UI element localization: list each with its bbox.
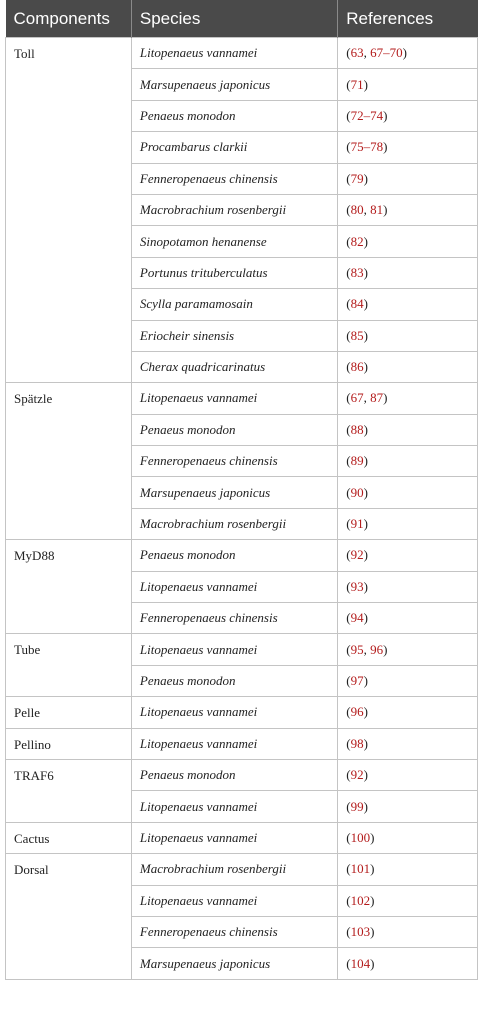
reference-link[interactable]: 92: [350, 547, 364, 563]
header-references: References: [338, 0, 478, 38]
table-row: [6, 854, 478, 885]
reference-link[interactable]: 80: [350, 202, 364, 218]
reference-link[interactable]: 102: [350, 892, 371, 908]
species-cell: Sinopotamon henanense: [131, 226, 337, 257]
reference-link[interactable]: 101: [350, 861, 371, 877]
table-body: [6, 38, 478, 980]
reference-link[interactable]: 82: [350, 233, 364, 249]
species-cell: Procambarus clarkii: [131, 132, 337, 163]
species-cell: Fenneropenaeus chinensis: [131, 446, 337, 477]
species-cell: Fenneropenaeus chinensis: [131, 603, 337, 634]
reference-link[interactable]: 100: [350, 829, 371, 845]
reference-link[interactable]: 97: [350, 673, 364, 688]
species-cell: Fenneropenaeus chinensis: [131, 916, 337, 947]
species-cell: Penaeus monodon: [131, 414, 337, 445]
table-row: [6, 728, 478, 759]
table-row: [6, 759, 478, 790]
references-cell: (75–78): [338, 132, 478, 163]
species-cell: Marsupenaeus japonicus: [131, 477, 337, 508]
species-cell: Penaeus monodon: [131, 759, 337, 790]
table-row: [6, 540, 478, 571]
reference-link[interactable]: 71: [350, 76, 364, 92]
reference-link[interactable]: 79: [350, 170, 364, 186]
species-cell: Macrobrachium rosenbergii: [131, 854, 337, 885]
component-cell: TRAF6: [6, 759, 132, 822]
reference-link[interactable]: 89: [350, 453, 364, 469]
references-cell: (83): [338, 257, 478, 288]
table-row: [6, 383, 478, 414]
species-cell: Litopenaeus vannamei: [131, 822, 337, 853]
reference-link[interactable]: 94: [350, 610, 364, 626]
species-cell: Litopenaeus vannamei: [131, 571, 337, 602]
table-row: [6, 38, 478, 69]
component-cell: Cactus: [6, 822, 132, 853]
header-components: Components: [6, 0, 132, 38]
references-cell: (86): [338, 351, 478, 382]
species-cell: Fenneropenaeus chinensis: [131, 163, 337, 194]
species-cell: Scylla paramamosain: [131, 289, 337, 320]
species-cell: Litopenaeus vannamei: [131, 885, 337, 916]
reference-link[interactable]: 67–70: [370, 45, 403, 61]
reference-link[interactable]: 92: [350, 767, 364, 783]
references-cell: (67, 87): [338, 383, 478, 414]
references-cell: (80, 81): [338, 194, 478, 225]
components-table: [5, 0, 478, 980]
references-cell: (84): [338, 289, 478, 320]
reference-link[interactable]: 87: [370, 390, 384, 406]
table-row: [6, 634, 478, 665]
references-cell: (82): [338, 226, 478, 257]
component-cell: Spätzle: [6, 383, 132, 540]
species-cell: Litopenaeus vannamei: [131, 791, 337, 822]
reference-link[interactable]: 99: [350, 798, 364, 814]
references-cell: (89): [338, 446, 478, 477]
species-cell: Litopenaeus vannamei: [131, 634, 337, 665]
table-row: [6, 697, 478, 728]
component-cell: Toll: [6, 38, 132, 383]
species-cell: Macrobrachium rosenbergii: [131, 508, 337, 539]
species-cell: Litopenaeus vannamei: [131, 38, 337, 69]
references-cell: (91): [338, 508, 478, 539]
header-species: Species: [131, 0, 337, 38]
references-cell: (88): [338, 414, 478, 445]
component-cell: MyD88: [6, 540, 132, 634]
reference-link[interactable]: 103: [350, 924, 371, 940]
reference-link[interactable]: 85: [350, 327, 364, 343]
species-cell: Marsupenaeus japonicus: [131, 69, 337, 100]
component-cell: Pellino: [6, 728, 132, 759]
species-cell: Litopenaeus vannamei: [131, 697, 337, 728]
references-cell: (95, 96): [338, 634, 478, 665]
reference-link[interactable]: 86: [350, 359, 364, 375]
species-cell: Eriocheir sinensis: [131, 320, 337, 351]
references-cell: (97): [338, 665, 478, 696]
references-cell: (104): [338, 948, 478, 979]
species-cell: Portunus trituberculatus: [131, 257, 337, 288]
component-cell: Dorsal: [6, 854, 132, 980]
reference-link[interactable]: 83: [350, 264, 364, 280]
references-cell: (96): [338, 697, 478, 728]
reference-link[interactable]: 96: [370, 641, 384, 657]
reference-link[interactable]: 84: [350, 296, 364, 312]
reference-link[interactable]: 91: [350, 516, 364, 532]
references-cell: (101): [338, 854, 478, 885]
references-cell: (72–74): [338, 100, 478, 131]
species-cell: Macrobrachium rosenbergii: [131, 194, 337, 225]
species-cell: Penaeus monodon: [131, 665, 337, 696]
reference-link[interactable]: 95: [350, 641, 364, 657]
species-cell: Litopenaeus vannamei: [131, 383, 337, 414]
references-cell: (71): [338, 69, 478, 100]
references-cell: (100): [338, 822, 478, 853]
references-cell: (93): [338, 571, 478, 602]
reference-link[interactable]: 75–78: [350, 139, 384, 155]
reference-link[interactable]: 98: [350, 735, 364, 751]
reference-link[interactable]: 104: [350, 955, 371, 971]
reference-link[interactable]: 81: [370, 202, 384, 218]
species-cell: Penaeus monodon: [131, 100, 337, 131]
references-cell: (92): [338, 540, 478, 571]
component-cell: Tube: [6, 634, 132, 697]
species-cell: Marsupenaeus japonicus: [131, 948, 337, 979]
header-row: [6, 0, 478, 38]
references-cell: (85): [338, 320, 478, 351]
reference-link[interactable]: 93: [350, 578, 364, 594]
references-cell: (92): [338, 759, 478, 790]
component-cell: Pelle: [6, 697, 132, 728]
references-cell: (102): [338, 885, 478, 916]
references-cell: (94): [338, 603, 478, 634]
reference-link[interactable]: 88: [350, 421, 364, 437]
reference-link[interactable]: 96: [350, 704, 364, 720]
references-cell: (90): [338, 477, 478, 508]
species-cell: Litopenaeus vannamei: [131, 728, 337, 759]
references-cell: (79): [338, 163, 478, 194]
reference-link[interactable]: 67: [350, 390, 364, 406]
reference-link[interactable]: 90: [350, 484, 364, 500]
reference-link[interactable]: 63: [350, 45, 364, 61]
species-cell: Cherax quadricarinatus: [131, 351, 337, 382]
species-cell: Penaeus monodon: [131, 540, 337, 571]
reference-link[interactable]: 72–74: [350, 107, 384, 123]
references-cell: (103): [338, 916, 478, 947]
references-cell: (98): [338, 728, 478, 759]
references-cell: (63, 67–70): [338, 38, 478, 69]
references-cell: (99): [338, 791, 478, 822]
table-row: [6, 822, 478, 853]
